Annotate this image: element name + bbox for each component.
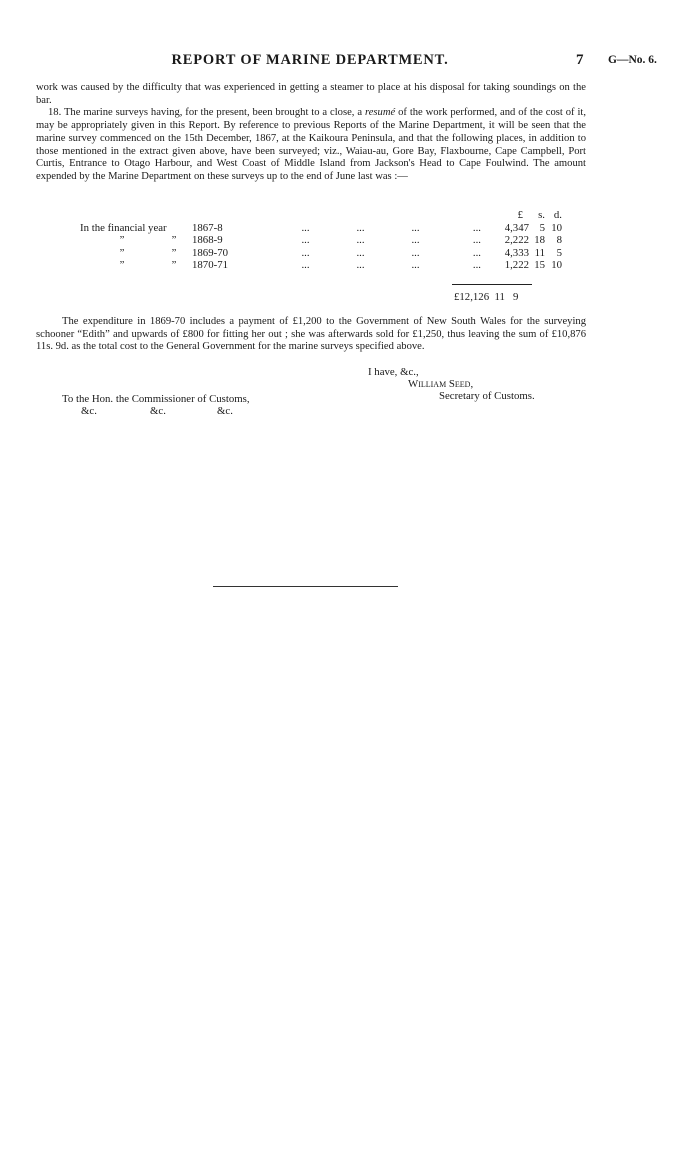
table-row [80, 222, 562, 235]
leader-dots: ... [472, 221, 481, 234]
row-year: 1868-9 [192, 234, 223, 246]
leader-dots: ... [356, 234, 365, 246]
shillings-header: s. [538, 209, 545, 221]
leader-dots: ... [411, 234, 420, 246]
pence-header: d. [553, 209, 562, 221]
leader-dots: ... [356, 221, 365, 234]
row-pence: 10 [551, 259, 562, 271]
leader-dots: ... [301, 259, 310, 271]
row-pence: 8 [556, 234, 562, 246]
paragraph-18-italic: resumé [364, 107, 396, 119]
ditto-mark-1: ” [119, 234, 125, 246]
row-shillings: 11 [534, 246, 545, 259]
page-header [0, 52, 700, 70]
etc-1: &c. [81, 405, 97, 417]
end-rule [213, 586, 398, 587]
expenditure-table [80, 209, 562, 272]
ditto-mark [80, 247, 192, 260]
leader-dots: ... [301, 246, 310, 259]
leader-dots: ... [301, 221, 310, 234]
paragraph-18 [36, 107, 586, 183]
ditto-mark [80, 234, 192, 247]
etc-2: &c. [150, 405, 166, 417]
total-rule [452, 284, 532, 285]
paragraph-18-end: of the work performed, and of the cost of it, may be appropriately given in this Report. By reference to previous Reports of the Marine Department, it will be seen that the marine survey commenced on the 15th December, 1867, at the Kaikoura Peninsula, and that the following places, in addition to those mentioned in the extract given above, have been surveyed; viz., Waiau-au, Gore Bay, Flaxbourne, Cape Campbell, Port Curtis, Entrance to Otago Harbour, and West Coast of Middle Island from Jackson's Head to Cape Foulwind. The amount expended by the Marine Department on these surveys up to the end of June last was :— [36, 107, 587, 182]
pounds-header: £ [517, 209, 523, 221]
etc-3: &c. [217, 405, 233, 417]
table-row [80, 259, 562, 272]
leader-dots: ... [356, 259, 365, 271]
ditto-mark-1: ” [119, 246, 125, 259]
ditto-mark-2: ” [171, 246, 177, 259]
total-pence: 9 [513, 291, 519, 303]
row-pence: 10 [551, 221, 562, 234]
leader-dots: ... [472, 246, 481, 259]
leader-dots: ... [411, 221, 420, 234]
row-label: In the financial year [80, 221, 167, 234]
row-pence: 5 [556, 246, 562, 259]
total-shillings: 11 [494, 291, 505, 303]
table-row [80, 247, 562, 260]
paragraph-18-start: 18. The marine surveys having, for the present, been brought to a close, a [48, 107, 365, 119]
signatory-name: William Seed, [408, 378, 474, 390]
row-pounds: 2,222 [504, 234, 529, 246]
page-number: 7 [576, 52, 584, 68]
row-pounds: 1,222 [504, 259, 529, 271]
table-header-row [80, 209, 562, 222]
ditto-mark-2: ” [171, 234, 177, 246]
ditto-mark-1: ” [119, 259, 125, 271]
document-reference: G—No. 6. [608, 54, 657, 66]
row-shillings: 15 [534, 259, 545, 271]
paragraph-continued: work was caused by the difficulty that was experienced in getting a steamer to place at his disposal for taking soundings on the bar. [36, 82, 586, 106]
table-row [80, 234, 562, 247]
addressee: To the Hon. the Commissioner of Customs, [62, 393, 250, 405]
ditto-mark-2: ” [171, 259, 177, 271]
paragraph-expenditure: The expenditure in 1869-70 includes a payment of £1,200 to the Government of New South Wales for the surveying schooner “Edith” and upwards of £800 for fitting her out ; she was afterwards sold for £1,250, thus leaving the sum of £10,876 11s. 9d. as the total cost to the General Government for the marine surveys specified above. [36, 316, 586, 353]
row-year: 1869-70 [192, 246, 228, 259]
total-pounds: £12,126 [454, 291, 490, 303]
row-year: 1870-71 [192, 259, 228, 271]
salutation: I have, &c., [368, 366, 419, 378]
signatory-title: Secretary of Customs. [439, 390, 535, 402]
row-shillings: 5 [539, 221, 545, 234]
row-year: 1867-8 [192, 221, 223, 234]
row-pounds: 4,333 [504, 246, 529, 259]
leader-dots: ... [472, 234, 481, 246]
row-shillings: 18 [534, 234, 545, 246]
ditto-mark [80, 259, 192, 272]
total-row [454, 291, 518, 303]
leader-dots: ... [301, 234, 310, 246]
report-body [36, 82, 586, 184]
leader-dots: ... [356, 246, 365, 259]
page-title: REPORT OF MARINE DEPARTMENT. [171, 52, 449, 68]
leader-dots: ... [411, 246, 420, 259]
row-pounds: 4,347 [504, 221, 529, 234]
leader-dots: ... [411, 259, 420, 271]
leader-dots: ... [472, 259, 481, 271]
